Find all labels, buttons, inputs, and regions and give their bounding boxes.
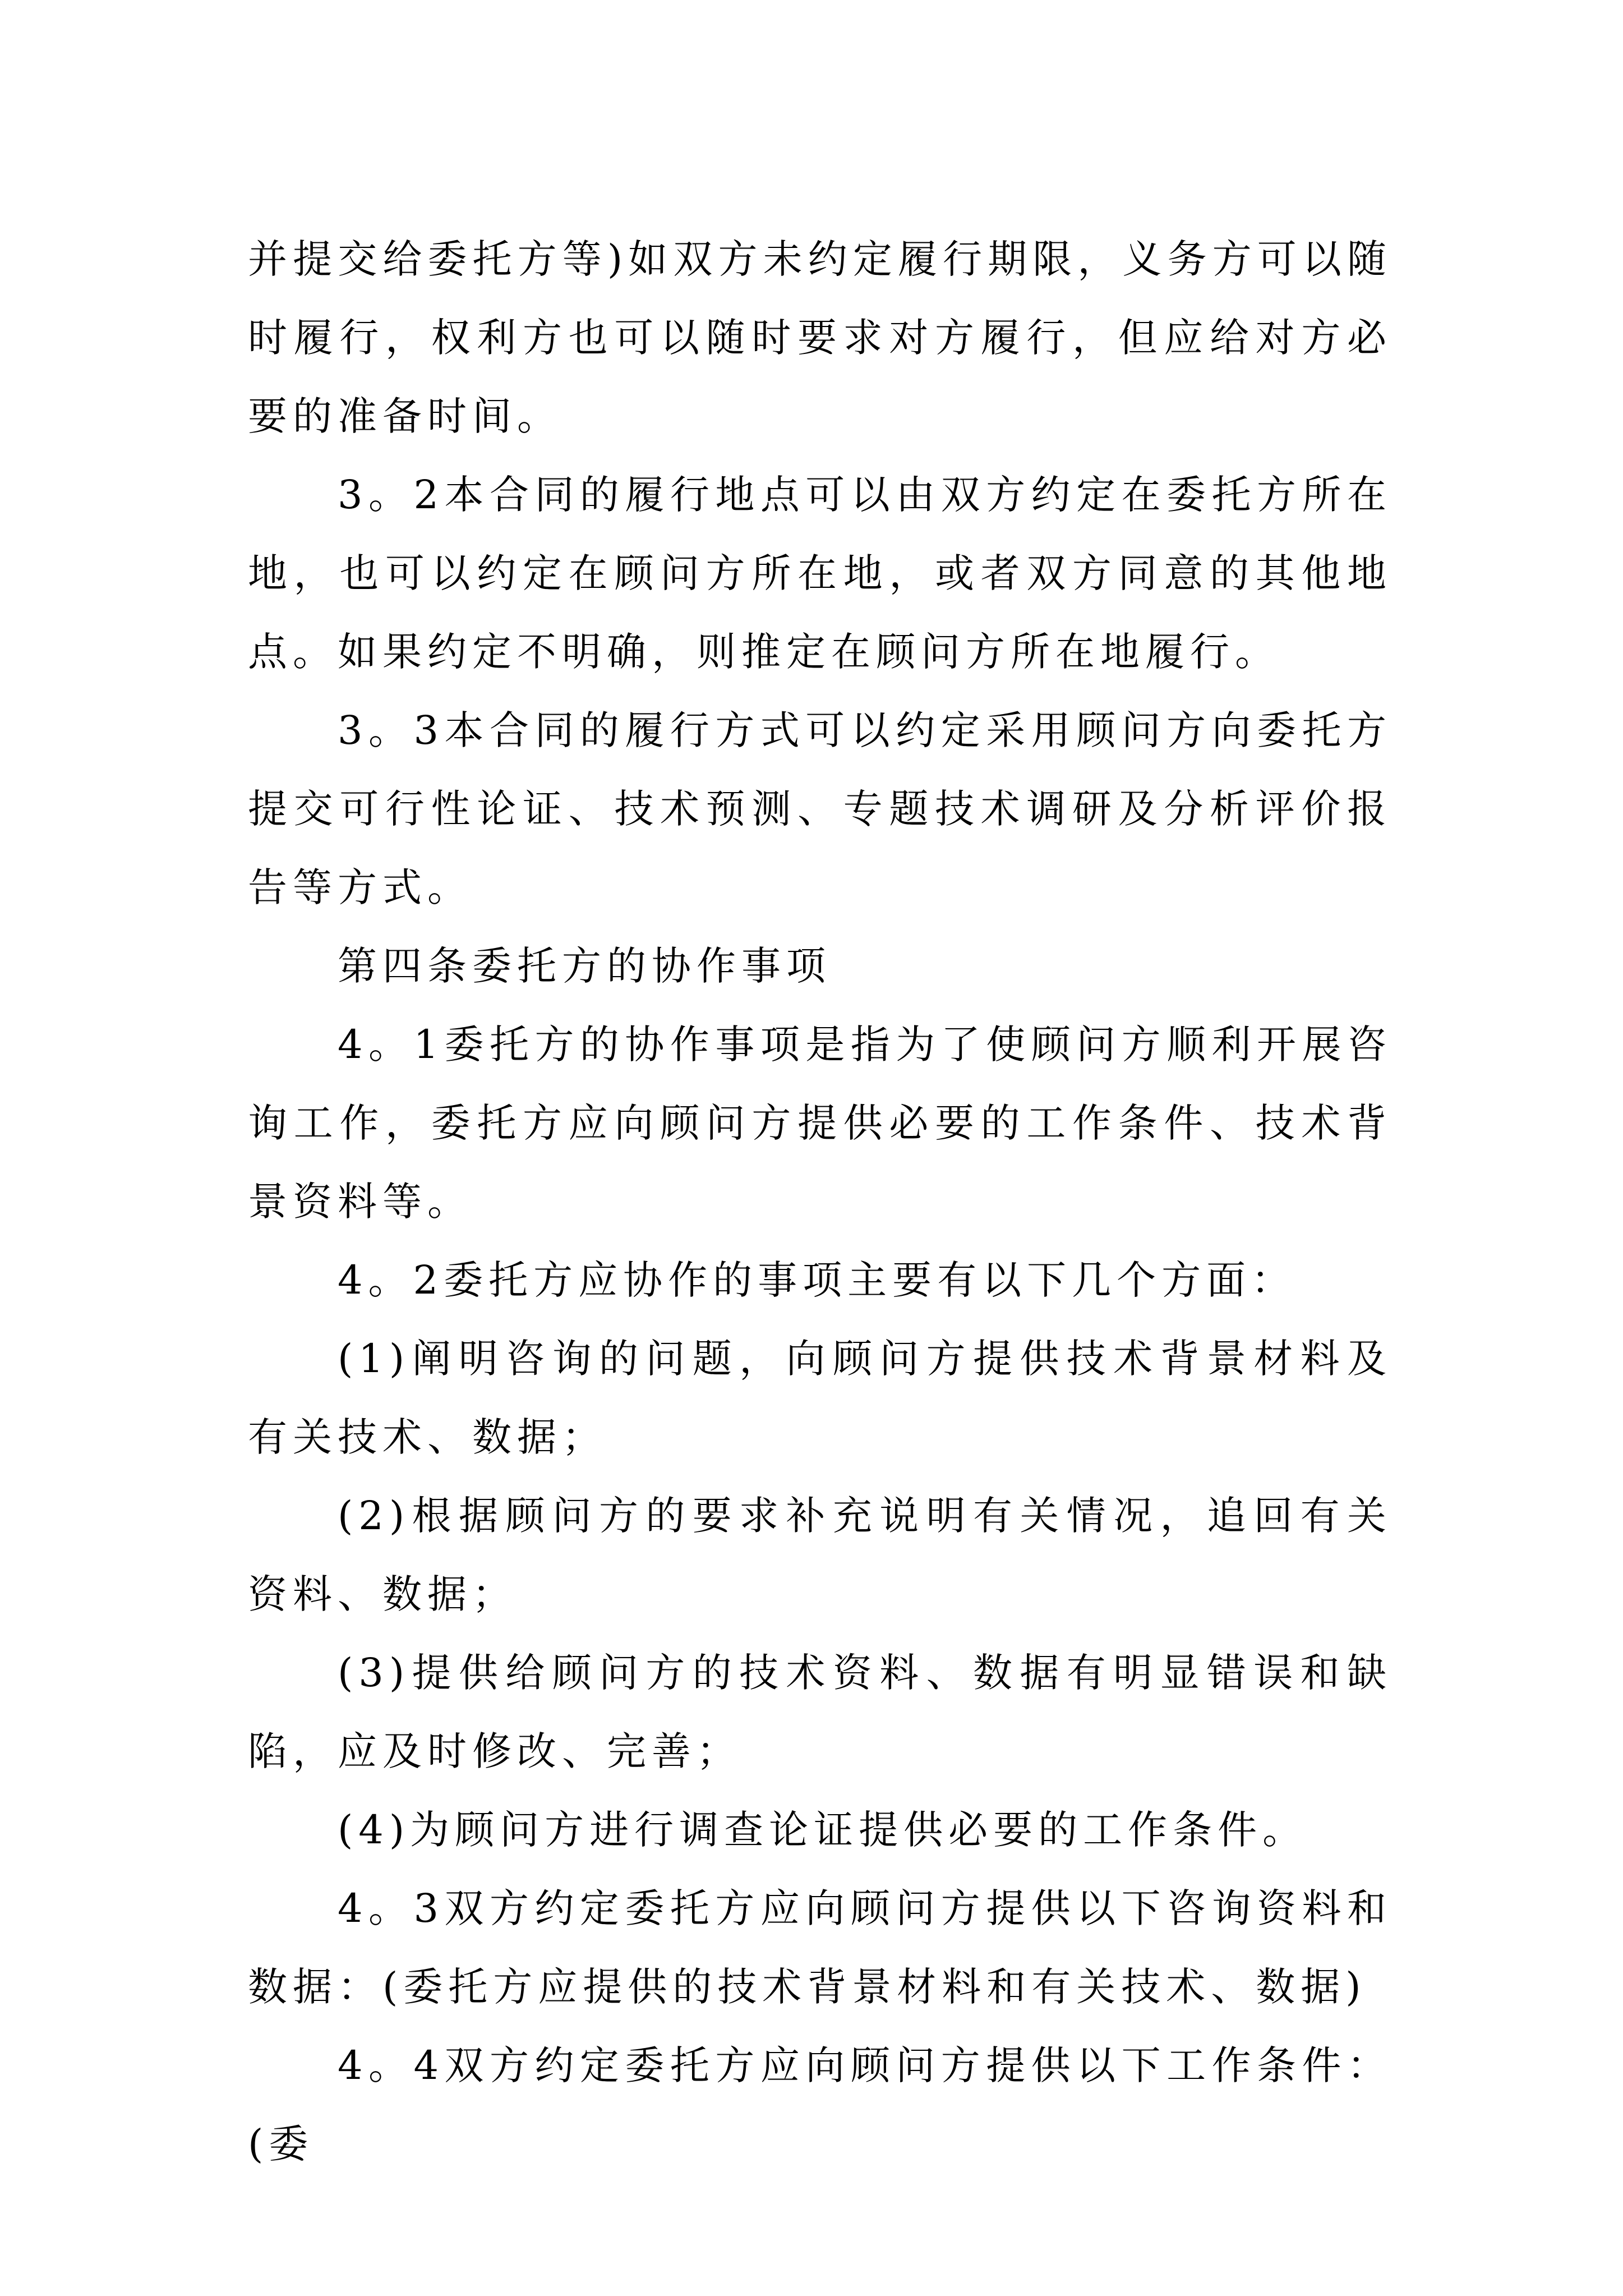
document-body: [248, 220, 1392, 2183]
paragraph-clause-3-3: 3。3本合同的履行方式可以约定采用顾问方向委托方提交可行性论证、技术预测、专题技术调研及分析评价报告等方式。: [248, 707, 1392, 910]
paragraph-continuation: 并提交给委托方等)如双方未约定履行期限，义务方可以随时履行，权利方也可以随时要求对方履行，但应给对方必要的准备时间。: [248, 236, 1392, 439]
list-item-2: (2)根据顾问方的要求补充说明有关情况，追回有关资料、数据；: [248, 1493, 1392, 1617]
paragraph-clause-3-2: 3。2本合同的履行地点可以由双方约定在委托方所在地，也可以约定在顾问方所在地，或者双方同意的其他地点。如果约定不明确，则推定在顾问方所在地履行。: [248, 472, 1392, 675]
paragraph-clause-4-3: 4。3双方约定委托方应向顾问方提供以下咨询资料和数据：(委托方应提供的技术背景材料和有关技术、数据): [248, 1885, 1392, 2010]
paragraph-clause-4-4: 4。4双方约定委托方应向顾问方提供以下工作条件：(委: [248, 2042, 1392, 2167]
list-item-3: (3)提供给顾问方的技术资料、数据有明显错误和缺陷，应及时修改、完善；: [248, 1650, 1392, 1774]
article-heading-4: 第四条委托方的协作事项: [338, 943, 831, 989]
paragraph-clause-4-1: 4。1委托方的协作事项是指为了使顾问方顺利开展咨询工作，委托方应向顾问方提供必要的工作条件、技术背景资料等。: [248, 1022, 1392, 1225]
list-item-4: (4)为顾问方进行调查论证提供必要的工作条件。: [338, 1807, 1308, 1853]
list-item-1: (1)阐明咨询的问题，向顾问方提供技术背景材料及有关技术、数据；: [248, 1336, 1392, 1460]
paragraph-clause-4-2: 4。2委托方应协作的事项主要有以下几个方面：: [338, 1257, 1297, 1303]
